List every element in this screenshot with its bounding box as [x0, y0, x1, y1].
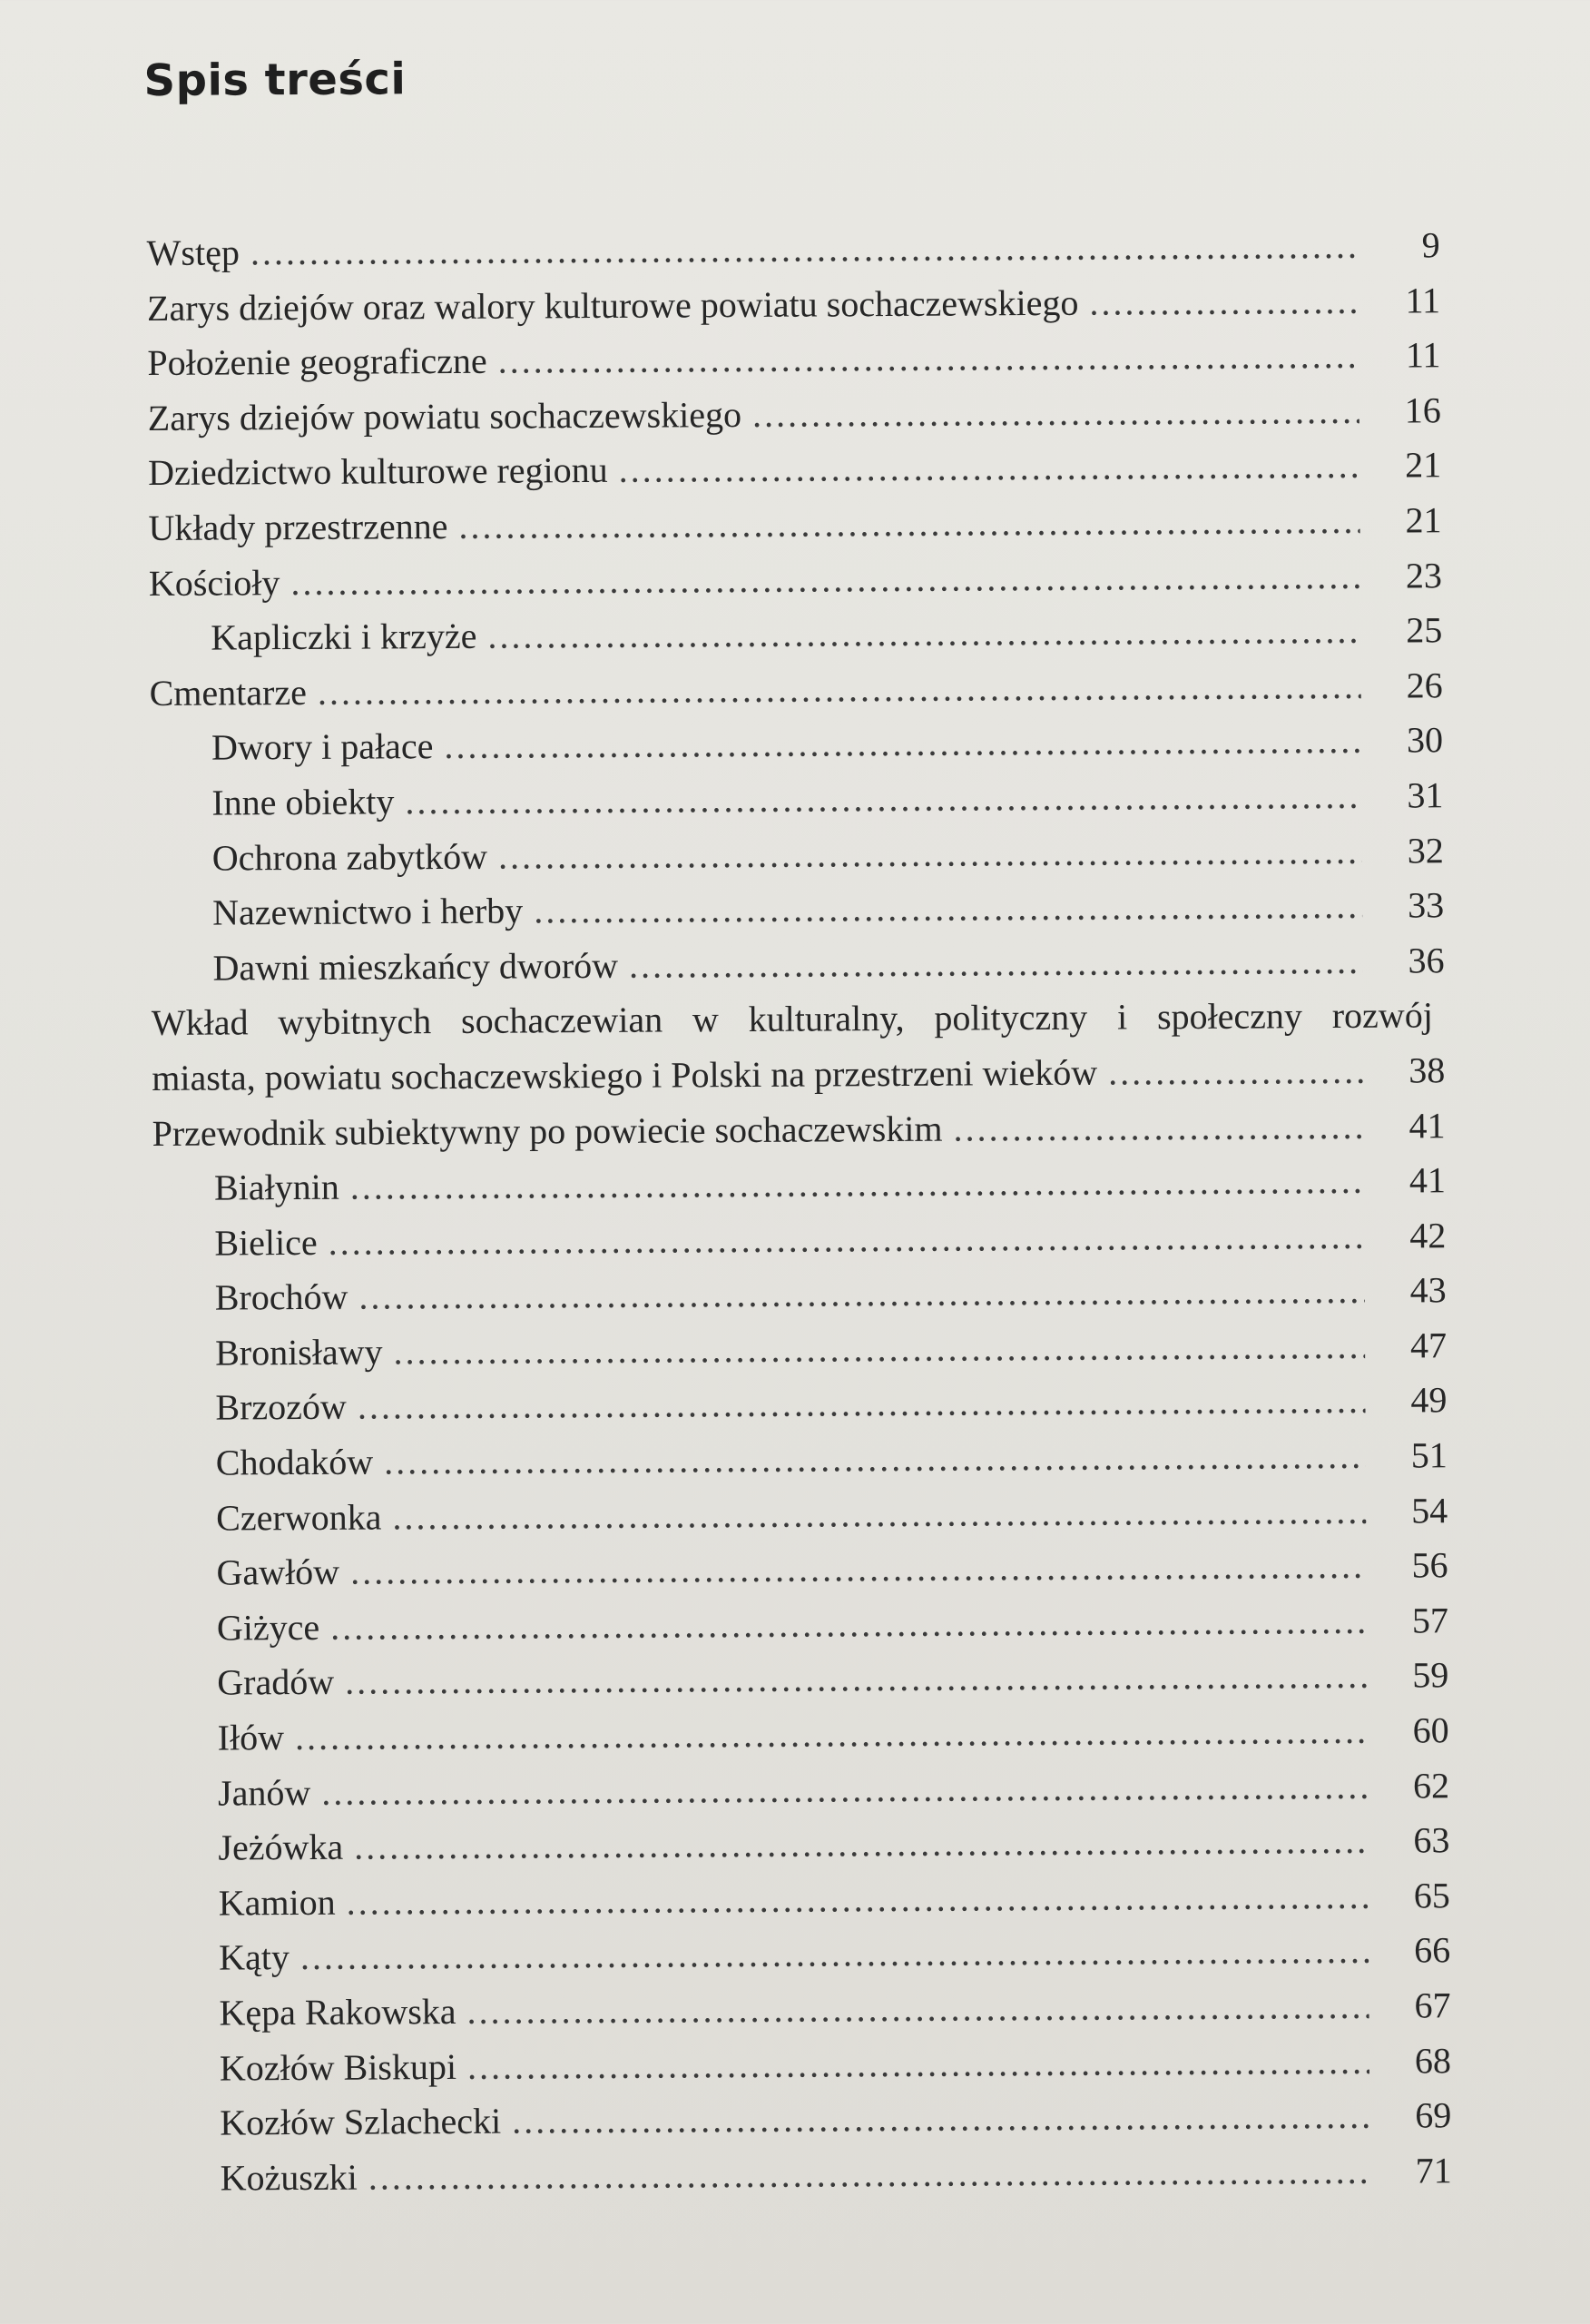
toc-page-number: 56 [1411, 1544, 1448, 1586]
dot-leader [1108, 1044, 1363, 1100]
toc-subentry [158, 2143, 1451, 2206]
dot-leader [345, 1649, 1367, 1709]
dot-leader [467, 2034, 1369, 2094]
toc-subentry [152, 1208, 1446, 1271]
toc-entry [149, 658, 1442, 721]
toc-entry [147, 273, 1440, 336]
toc-entry-label: Janów [217, 1771, 311, 1814]
toc-entry-line2 [152, 1043, 1445, 1106]
toc-page-number: 11 [1405, 279, 1441, 321]
toc-page-number: 41 [1408, 1104, 1446, 1147]
toc-entry-label: Inne obiekty [211, 781, 395, 823]
toc-page-number: 60 [1412, 1709, 1449, 1751]
toc-entry-label: Jeżówka [218, 1826, 344, 1868]
toc-entry [148, 438, 1441, 501]
toc-subentry [155, 1649, 1448, 1711]
toc-page-number: 33 [1407, 884, 1445, 926]
toc-page-number: 32 [1407, 829, 1444, 872]
toc-page-number: 69 [1415, 2094, 1452, 2136]
toc-entry-label: Ochrona zabytków [211, 835, 488, 879]
toc-entry-label-line2: miasta, powiatu sochaczewskiego i Polski na przestrzeni wieków [152, 1051, 1098, 1098]
toc-page-number: 23 [1405, 554, 1443, 596]
toc-entry-label: Czerwonka [216, 1496, 382, 1539]
dot-leader [384, 1429, 1366, 1490]
dot-leader [393, 1319, 1365, 1380]
toc-subentry [149, 603, 1442, 665]
toc-entry-label: Dziedzictwo kulturowe regionu [148, 449, 608, 494]
toc-entry-label: Przewodnik subiektywny po powiecie sochaczewskim [152, 1108, 943, 1154]
dot-leader [487, 604, 1360, 664]
toc-entry [147, 218, 1440, 281]
toc-entry-label: Położenie geograficzne [147, 340, 487, 384]
toc-subentry [151, 933, 1444, 996]
toc-page-number: 36 [1408, 940, 1445, 981]
toc-entry-label: Bielice [214, 1221, 318, 1264]
toc-page-number: 26 [1406, 665, 1443, 706]
dot-leader [752, 384, 1359, 443]
toc-entry-label: Iłów [217, 1717, 285, 1758]
toc-entry-label: Cmentarze [149, 671, 308, 714]
toc-entry-label: Nazewnictwo i herby [212, 890, 524, 933]
toc-entry-label: Brzozów [215, 1386, 348, 1429]
dot-leader [358, 1374, 1366, 1434]
toc-page-number: 66 [1414, 1929, 1451, 1971]
toc-page-number: 16 [1404, 389, 1441, 431]
toc-entry-label: Kapliczki i krzyże [211, 615, 477, 658]
dot-leader [350, 1154, 1365, 1215]
toc-page-number: 65 [1413, 1875, 1450, 1916]
toc-group [152, 1098, 1451, 2207]
dot-leader [953, 1098, 1363, 1156]
toc-subentry [158, 2088, 1451, 2151]
toc-subentry [155, 1593, 1448, 1656]
toc-subentry [156, 1758, 1449, 1821]
toc-page-number: 42 [1409, 1214, 1447, 1256]
toc-entry [152, 1098, 1445, 1161]
toc-subentry [158, 2034, 1451, 2096]
toc-entry-label: Wstęp [146, 231, 240, 274]
page-title: Spis treści [143, 54, 407, 107]
toc-page-number: 59 [1412, 1654, 1449, 1696]
toc-entry-label: Kąty [219, 1936, 290, 1978]
toc-entry-label: Dawni mieszkańcy dworów [212, 944, 619, 989]
dot-leader [318, 659, 1361, 721]
toc-entry [147, 328, 1440, 390]
toc-subentry [153, 1318, 1447, 1381]
dot-leader [250, 219, 1359, 281]
toc-subentry [150, 768, 1443, 831]
toc-entry-label: Kozłów Biskupi [219, 2045, 457, 2089]
toc-entry [149, 548, 1442, 611]
dot-leader [346, 1869, 1368, 1930]
toc-entry-label: Giżyce [216, 1606, 320, 1649]
dot-leader [534, 879, 1362, 939]
dot-leader [458, 494, 1360, 555]
dot-leader [358, 1264, 1365, 1324]
dot-leader [300, 1924, 1369, 1985]
toc-entry-label-line1: Wkład wybitnych sochaczewian w kulturalny, polityczny i społeczny rozwój [151, 994, 1433, 1044]
toc-subentry [154, 1428, 1448, 1491]
toc-subentry [151, 823, 1444, 886]
toc-group [147, 218, 1445, 996]
dot-leader [498, 329, 1359, 389]
toc-page-number: 57 [1411, 1600, 1449, 1641]
toc-subentry [154, 1483, 1448, 1546]
toc-entry-label: Kępa Rakowska [219, 1990, 456, 2034]
toc-page-number: 9 [1421, 224, 1440, 266]
dot-leader [466, 1979, 1369, 2040]
toc-page-number: 51 [1410, 1434, 1448, 1476]
toc-entry-label: Kozłów Szlachecki [220, 2100, 502, 2143]
dot-leader [444, 714, 1361, 774]
toc-page-number: 47 [1409, 1324, 1448, 1366]
toc-page-number: 25 [1406, 609, 1443, 651]
dot-leader [354, 1814, 1369, 1875]
toc-page-number: 41 [1408, 1159, 1447, 1201]
dot-leader [290, 548, 1360, 610]
dot-leader [512, 2089, 1369, 2149]
toc-subentry [152, 1153, 1446, 1216]
toc-subentry [156, 1703, 1449, 1766]
toc-page-number: 21 [1405, 444, 1442, 486]
toc-entry [148, 493, 1441, 556]
toc-page-number: 21 [1405, 499, 1442, 541]
toc-page-number: 30 [1406, 719, 1444, 761]
toc-page-number: 62 [1412, 1764, 1450, 1807]
toc-page-number: 49 [1410, 1379, 1448, 1422]
toc-entry-label: Kamion [218, 1881, 336, 1924]
toc-page-number: 63 [1413, 1819, 1450, 1861]
table-of-contents [147, 218, 1452, 2206]
toc-page-number: 68 [1414, 2039, 1452, 2082]
toc-entry-label: Kożuszki [220, 2156, 358, 2199]
toc-page-number: 67 [1414, 1984, 1451, 2026]
toc-entry-long [152, 989, 1446, 1107]
toc-page-number: 38 [1408, 1049, 1446, 1091]
toc-entry-label: Zarys dziejów oraz walory kulturowe powiatu sochaczewskiego [146, 281, 1079, 329]
toc-entry-label: Chodaków [215, 1441, 374, 1483]
toc-entry [148, 383, 1441, 446]
toc-page-number: 71 [1415, 2150, 1452, 2191]
dot-leader [392, 1483, 1366, 1544]
dot-leader [1089, 273, 1359, 330]
toc-entry-label: Gawłów [216, 1551, 340, 1593]
toc-subentry [153, 1374, 1447, 1436]
dot-leader [330, 1594, 1367, 1656]
toc-entry-label: Brochów [214, 1275, 348, 1318]
dot-leader [498, 823, 1362, 883]
dot-leader [321, 1758, 1368, 1820]
toc-entry-label: Kościoły [148, 561, 280, 604]
toc-page-number: 54 [1411, 1489, 1448, 1531]
toc-entry-label: Dwory i pałace [211, 725, 434, 768]
dot-leader [629, 934, 1363, 994]
dot-leader [368, 2144, 1370, 2205]
toc-page-number: 43 [1409, 1269, 1447, 1311]
toc-page-number: 31 [1407, 774, 1444, 816]
toc-entry-label: Bronisławy [214, 1331, 383, 1374]
toc-subentry [157, 1924, 1450, 1986]
toc-subentry [150, 714, 1443, 776]
toc-subentry [151, 878, 1444, 940]
dot-leader [350, 1539, 1367, 1600]
toc-subentry [154, 1539, 1448, 1601]
toc-page-number: 11 [1405, 334, 1441, 376]
toc-subentry [153, 1264, 1447, 1326]
toc-subentry [157, 1978, 1450, 2041]
dot-leader [405, 769, 1361, 830]
toc-subentry [156, 1813, 1449, 1876]
toc-entry-label: Gradów [217, 1661, 335, 1704]
dot-leader [619, 438, 1360, 498]
dot-leader [328, 1209, 1364, 1271]
toc-subentry [157, 1868, 1450, 1931]
dot-leader [295, 1704, 1368, 1766]
toc-entry-label: Zarys dziejów powiatu sochaczewskiego [147, 393, 742, 438]
toc-entry-label: Układy przestrzenne [148, 505, 448, 548]
toc-entry-label: Białynin [213, 1166, 339, 1208]
